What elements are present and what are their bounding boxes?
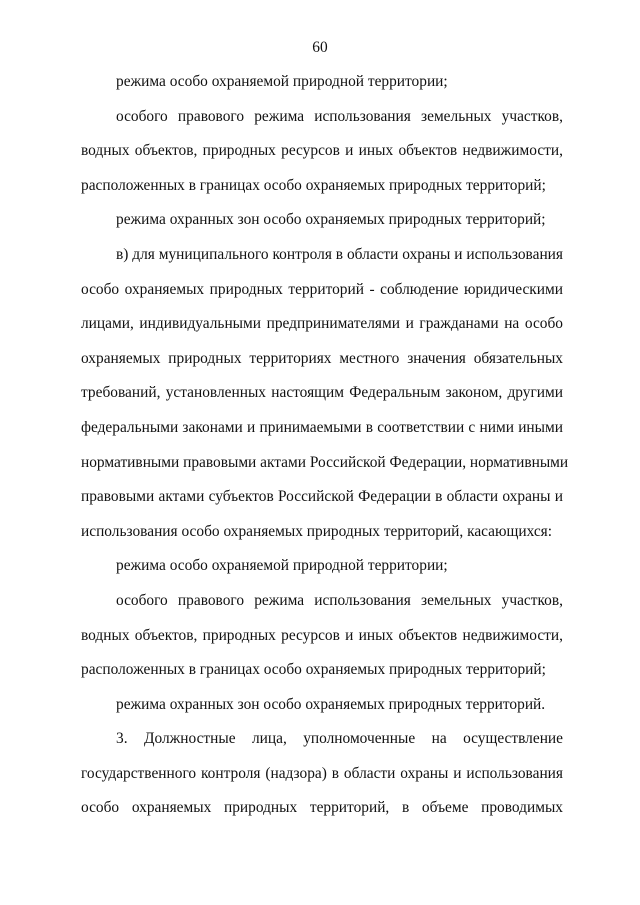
text-line: использования особо охраняемых природных территорий, касающихся: xyxy=(81,522,553,540)
page-number: 60 xyxy=(312,39,328,56)
text-line: режима охранных зон особо охраняемых природных территорий. xyxy=(116,695,546,713)
text-line: режима особо охраняемой природной территории; xyxy=(116,557,448,575)
text-line: особого правового режима использования земельных участков, xyxy=(116,591,563,609)
text-line: расположенных в границах особо охраняемых природных территорий; xyxy=(81,661,546,679)
text-line: особого правового режима использования земельных участков, xyxy=(116,107,563,125)
text-line: нормативными правовыми актами Российской Федерации, нормативными xyxy=(81,453,569,471)
text-line: особо охраняемых природных территорий - соблюдение юридическими xyxy=(81,280,563,298)
text-line: 3. Должностные лица, уполномоченные на осуществление xyxy=(116,730,563,748)
text-line: правовыми актами субъектов Российской Федерации в области охраны и xyxy=(81,488,563,506)
text-line: режима охранных зон особо охраняемых природных территорий; xyxy=(116,211,546,229)
document-body xyxy=(81,65,569,826)
text-line: особо охраняемых природных территорий, в объеме проводимых xyxy=(81,799,563,817)
text-line: режима особо охраняемой природной территории; xyxy=(116,73,448,90)
text-line: федеральными законами и принимаемыми в соответствии с ними иными xyxy=(81,418,563,436)
text-line: расположенных в границах особо охраняемых природных территорий; xyxy=(81,176,546,194)
text-line: водных объектов, природных ресурсов и иных объектов недвижимости, xyxy=(81,142,563,160)
text-line: охраняемых природных территориях местного значения обязательных xyxy=(81,349,563,367)
text-line: водных объектов, природных ресурсов и иных объектов недвижимости, xyxy=(81,626,563,644)
text-line: лицами, индивидуальными предпринимателями и гражданами на особо xyxy=(81,315,563,333)
text-line: в) для муниципального контроля в области охраны и использования xyxy=(116,245,563,263)
text-line: требований, установленных настоящим Федеральным законом, другими xyxy=(81,384,563,402)
text-line: государственного контроля (надзора) в области охраны и использования xyxy=(81,764,563,782)
